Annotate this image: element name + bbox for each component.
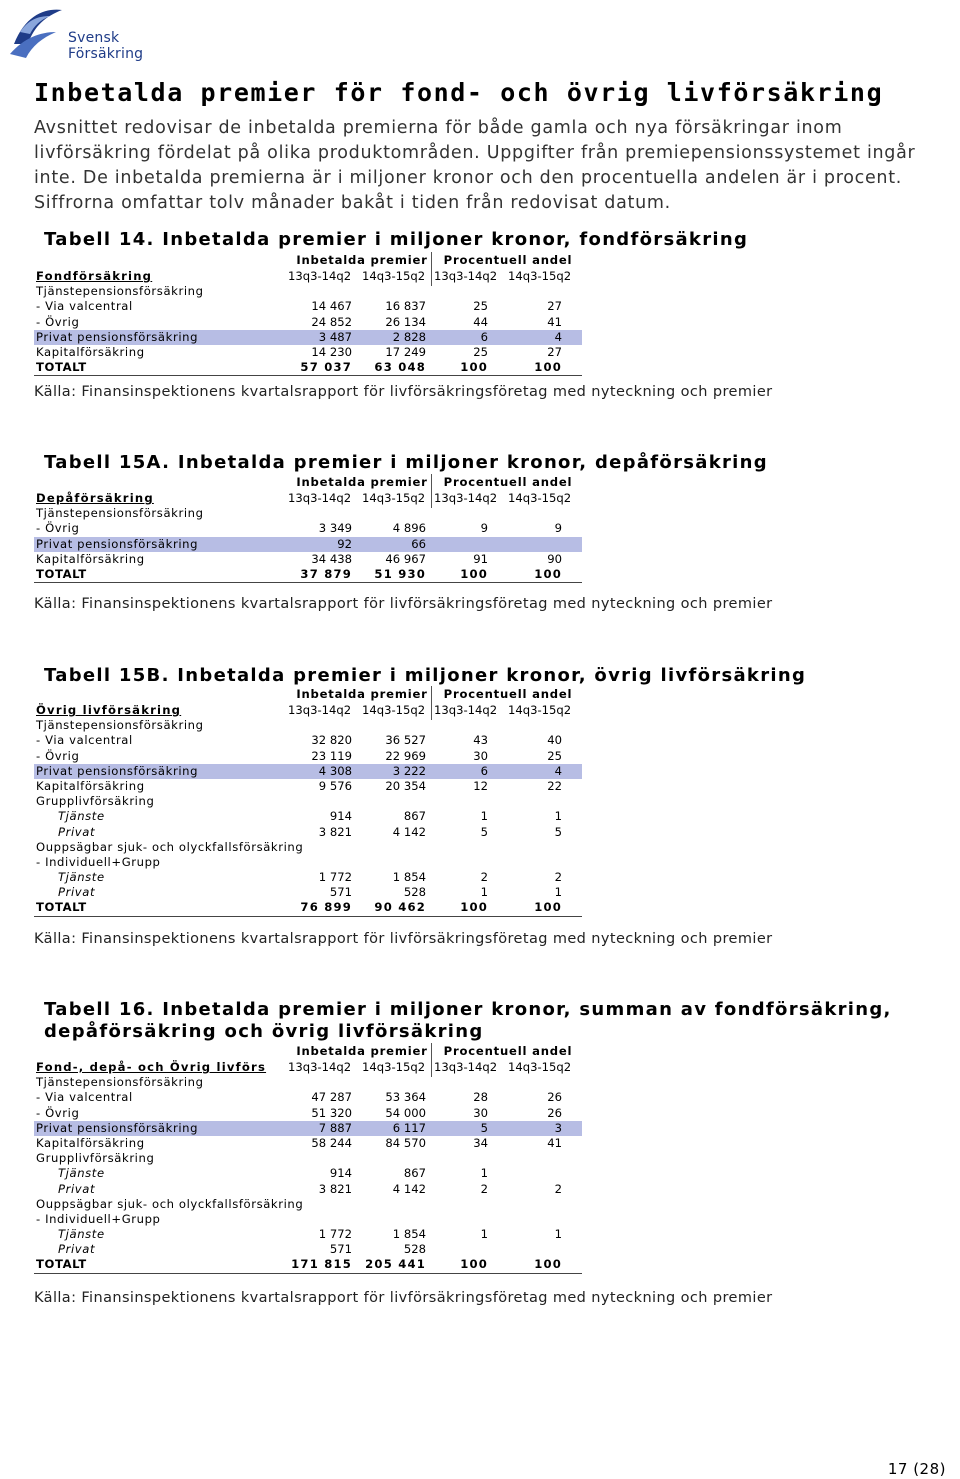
period-header: 13q3-14q2: [434, 269, 498, 283]
row-label: Tjänstepensionsförsäkring: [36, 506, 204, 521]
cell-value: 2 828: [392, 329, 426, 344]
table-row: [34, 840, 582, 855]
logo: [6, 4, 176, 64]
data-table: [34, 474, 582, 583]
cell-value: 5: [480, 824, 488, 839]
row-label: Privat: [58, 1242, 96, 1257]
cell-value: 40: [547, 733, 562, 748]
row-label: Tjänstepensionsförsäkring: [36, 284, 204, 299]
table-row: [34, 299, 582, 314]
table-category-label: Fondförsäkring: [36, 269, 153, 283]
period-header: 14q3-15q2: [362, 269, 426, 283]
source-note: Källa: Finansinspektionens kvartalsrapport för livförsäkringsföretag med nyteckning och premier: [34, 596, 773, 612]
row-label: - Individuell+Grupp: [36, 854, 161, 869]
cell-value: 5: [480, 1120, 488, 1135]
page-number: 17 (28): [887, 1460, 946, 1478]
row-label: - Övrig: [36, 314, 80, 329]
row-label: Privat pensionsförsäkring: [36, 1120, 199, 1135]
table-category-label: Fond-, depå- och Övrig livförs: [36, 1060, 267, 1074]
table-row: [34, 345, 582, 360]
total-row: [34, 900, 582, 916]
cell-value: 205 441: [365, 1257, 426, 1272]
page-title: Inbetalda premier för fond- och övrig livförsäkring: [34, 78, 884, 107]
row-label: Kapitalförsäkring: [36, 551, 145, 566]
table-title: Tabell 15B. Inbetalda premier i miljoner kronor, övrig livförsäkring: [44, 665, 807, 686]
data-table: [34, 1043, 582, 1274]
cell-value: 46 967: [385, 551, 426, 566]
cell-value: 100: [534, 900, 562, 915]
table-title: Tabell 14. Inbetalda premier i miljoner kronor, fondförsäkring: [44, 229, 749, 250]
data-table: [34, 686, 582, 917]
cell-value: 1: [480, 1227, 488, 1242]
row-label: Privat pensionsförsäkring: [36, 329, 199, 344]
cell-value: 41: [547, 314, 562, 329]
column-header-row: [34, 703, 582, 718]
cell-value: 51 320: [311, 1105, 352, 1120]
cell-value: 4 142: [392, 824, 426, 839]
cell-value: 28: [473, 1090, 488, 1105]
cell-value: 1 854: [392, 1227, 426, 1242]
cell-value: 26 134: [385, 314, 426, 329]
table-row: [34, 315, 582, 330]
cell-value: 2: [480, 870, 488, 885]
row-label: Tjänstepensionsförsäkring: [36, 718, 204, 733]
cell-value: 66: [411, 536, 426, 551]
period-header: 13q3-14q2: [434, 491, 498, 505]
cell-value: 57 037: [300, 360, 352, 375]
cell-value: 26: [547, 1090, 562, 1105]
period-header: 14q3-15q2: [508, 703, 572, 717]
cell-value: 23 119: [311, 748, 352, 763]
cell-value: 14 230: [311, 344, 352, 359]
cell-value: 9: [480, 521, 488, 536]
cell-value: 41: [547, 1135, 562, 1150]
cell-value: 92: [337, 536, 352, 551]
period-header: 13q3-14q2: [288, 491, 352, 505]
cell-value: 867: [403, 809, 426, 824]
cell-value: 90: [547, 551, 562, 566]
cell-value: 3 487: [318, 329, 352, 344]
cell-value: 7 887: [318, 1120, 352, 1135]
cell-value: 17 249: [385, 344, 426, 359]
table-row: [34, 521, 582, 536]
cell-value: 100: [460, 566, 488, 581]
table-row: [34, 825, 582, 840]
cell-value: 4 142: [392, 1181, 426, 1196]
data-table: [34, 252, 582, 376]
group-header-share: Procentuell andel: [443, 253, 573, 267]
source-note: Källa: Finansinspektionens kvartalsrapport för livförsäkringsföretag med nyteckning och premier: [34, 1290, 773, 1306]
table-row: [34, 1182, 582, 1197]
cell-value: 26: [547, 1105, 562, 1120]
group-header-premiums: Inbetalda premier: [296, 253, 428, 267]
cell-value: 528: [403, 1242, 426, 1257]
row-label: - Via valcentral: [36, 733, 133, 748]
cell-value: 58 244: [311, 1135, 352, 1150]
cell-value: 1 772: [318, 870, 352, 885]
total-row: [34, 1257, 582, 1273]
table-row: [34, 809, 582, 824]
cell-value: 54 000: [385, 1105, 426, 1120]
cell-value: 2: [554, 870, 562, 885]
cell-value: 1: [554, 809, 562, 824]
cell-value: 1 854: [392, 870, 426, 885]
cell-value: 3: [554, 1120, 562, 1135]
row-label: Grupplivförsäkring: [36, 1151, 155, 1166]
row-label: - Övrig: [36, 1105, 80, 1120]
group-header-premiums: Inbetalda premier: [296, 687, 428, 701]
table-row: [34, 1151, 582, 1166]
table-title-line2: depåförsäkring och övrig livförsäkring: [44, 1021, 484, 1042]
period-header: 13q3-14q2: [288, 703, 352, 717]
row-label: - Övrig: [36, 521, 80, 536]
cell-value: 37 879: [300, 566, 352, 581]
row-label: - Övrig: [36, 748, 80, 763]
cell-value: 914: [329, 1166, 352, 1181]
table-row: [34, 870, 582, 885]
table-row: [34, 552, 582, 567]
group-header-row: [34, 474, 582, 491]
cell-value: 30: [473, 1105, 488, 1120]
table-row: [34, 506, 582, 521]
group-header-row: [34, 252, 582, 269]
table-row: [34, 284, 582, 299]
cell-value: 91: [473, 551, 488, 566]
cell-value: 9: [554, 521, 562, 536]
period-header: 13q3-14q2: [288, 269, 352, 283]
cell-value: 1 772: [318, 1227, 352, 1242]
cell-value: 5: [554, 824, 562, 839]
cell-value: 4: [554, 329, 562, 344]
table-row: [34, 794, 582, 809]
cell-value: 4 896: [392, 521, 426, 536]
table-row: [34, 1197, 582, 1212]
cell-value: 1: [554, 1227, 562, 1242]
table-row: [34, 855, 582, 870]
cell-value: 34: [473, 1135, 488, 1150]
table-category-label: Depåförsäkring: [36, 491, 154, 505]
group-header-share: Procentuell andel: [443, 687, 573, 701]
cell-value: 51 930: [374, 566, 426, 581]
cell-value: 9 576: [318, 778, 352, 793]
cell-value: 22 969: [385, 748, 426, 763]
cell-value: 34 438: [311, 551, 352, 566]
cell-value: 571: [329, 1242, 352, 1257]
table-row: [34, 537, 582, 552]
table-row: [34, 1090, 582, 1105]
row-label: Privat pensionsförsäkring: [36, 536, 199, 551]
table-row: [34, 330, 582, 345]
cell-value: 100: [460, 360, 488, 375]
period-header: 14q3-15q2: [362, 1060, 426, 1074]
cell-value: 867: [403, 1166, 426, 1181]
intro-paragraph: Avsnittet redovisar de inbetalda premierna för både gamla och nya försäkringar inom livförsäkring fördelat på olika produktområden. Uppgifter från premiepensionssystemet ingår inte. De inbetalda premierna är i miljoner kronor och den procentuella andelen är i procent. Siffrorna omfattar tolv månader bakåt i tiden från redovisat datum.: [34, 118, 916, 213]
group-header-premiums: Inbetalda premier: [296, 475, 428, 489]
cell-value: 24 852: [311, 314, 352, 329]
cell-value: 36 527: [385, 733, 426, 748]
cell-value: 100: [534, 1257, 562, 1272]
cell-value: 90 462: [374, 900, 426, 915]
cell-value: 1: [480, 1166, 488, 1181]
table-row: [34, 1166, 582, 1181]
cell-value: 25: [473, 299, 488, 314]
table-row: [34, 885, 582, 900]
cell-value: 3 821: [318, 824, 352, 839]
row-label: TOTALT: [36, 360, 87, 375]
cell-value: 14 467: [311, 299, 352, 314]
row-label: Kapitalförsäkring: [36, 1135, 145, 1150]
table-row: [34, 718, 582, 733]
table-row: [34, 733, 582, 748]
row-label: Ouppsägbar sjuk- och olyckfallsförsäkring: [36, 1196, 304, 1211]
row-label: Ouppsägbar sjuk- och olyckfallsförsäkring: [36, 839, 304, 854]
cell-value: 914: [329, 809, 352, 824]
table-row: [34, 1136, 582, 1151]
cell-value: 1: [480, 885, 488, 900]
row-label: - Via valcentral: [36, 1090, 133, 1105]
cell-value: 43: [473, 733, 488, 748]
table-category-label: Övrig livförsäkring: [36, 703, 182, 717]
row-label: Privat pensionsförsäkring: [36, 763, 199, 778]
cell-value: 44: [473, 314, 488, 329]
cell-value: 171 815: [291, 1257, 352, 1272]
cell-value: 32 820: [311, 733, 352, 748]
row-label: Tjänstepensionsförsäkring: [36, 1075, 204, 1090]
column-header-row: [34, 491, 582, 506]
table-row: [34, 1121, 582, 1136]
cell-value: 6: [480, 763, 488, 778]
cell-value: 20 354: [385, 778, 426, 793]
logo-emblem-icon: [6, 4, 66, 62]
cell-value: 22: [547, 778, 562, 793]
row-label: Tjänste: [58, 809, 105, 824]
cell-value: 16 837: [385, 299, 426, 314]
row-label: TOTALT: [36, 900, 87, 915]
period-header: 14q3-15q2: [362, 491, 426, 505]
logo-text: Svensk Försäkring: [68, 30, 144, 62]
group-header-row: [34, 1043, 582, 1060]
period-header: 14q3-15q2: [362, 703, 426, 717]
column-header-row: [34, 1060, 582, 1075]
period-header: 14q3-15q2: [508, 1060, 572, 1074]
row-label: TOTALT: [36, 566, 87, 581]
total-row: [34, 567, 582, 583]
row-label: - Via valcentral: [36, 299, 133, 314]
cell-value: 25: [473, 344, 488, 359]
cell-value: 84 570: [385, 1135, 426, 1150]
cell-value: 3 821: [318, 1181, 352, 1196]
period-header: 13q3-14q2: [434, 1060, 498, 1074]
cell-value: 6 117: [392, 1120, 426, 1135]
table-title: Tabell 16. Inbetalda premier i miljoner kronor, summan av fondförsäkring,: [44, 999, 892, 1020]
row-label: Tjänste: [58, 870, 105, 885]
table-row: [34, 749, 582, 764]
source-note: Källa: Finansinspektionens kvartalsrapport för livförsäkringsföretag med nyteckning och premier: [34, 384, 773, 400]
period-header: 14q3-15q2: [508, 269, 572, 283]
table-row: [34, 764, 582, 779]
row-label: TOTALT: [36, 1257, 87, 1272]
cell-value: 25: [547, 748, 562, 763]
table-row: [34, 1227, 582, 1242]
row-label: Privat: [58, 885, 96, 900]
cell-value: 4: [554, 763, 562, 778]
table-title: Tabell 15A. Inbetalda premier i miljoner kronor, depåförsäkring: [44, 452, 768, 473]
table-row: [34, 1075, 582, 1090]
row-label: Tjänste: [58, 1227, 105, 1242]
period-header: 14q3-15q2: [508, 491, 572, 505]
row-label: Grupplivförsäkring: [36, 794, 155, 809]
cell-value: 100: [460, 1257, 488, 1272]
table-row: [34, 1242, 582, 1257]
cell-value: 63 048: [374, 360, 426, 375]
cell-value: 47 287: [311, 1090, 352, 1105]
row-label: Tjänste: [58, 1166, 105, 1181]
table-row: [34, 1212, 582, 1227]
group-header-share: Procentuell andel: [443, 475, 573, 489]
row-label: Privat: [58, 1181, 96, 1196]
source-note: Källa: Finansinspektionens kvartalsrapport för livförsäkringsföretag med nyteckning och premier: [34, 931, 773, 947]
cell-value: 4 308: [318, 763, 352, 778]
cell-value: 27: [547, 344, 562, 359]
cell-value: 100: [534, 360, 562, 375]
cell-value: 2: [480, 1181, 488, 1196]
cell-value: 27: [547, 299, 562, 314]
cell-value: 3 349: [318, 521, 352, 536]
table-row: [34, 1106, 582, 1121]
cell-value: 1: [554, 885, 562, 900]
cell-value: 100: [534, 566, 562, 581]
cell-value: 76 899: [300, 900, 352, 915]
row-label: Privat: [58, 824, 96, 839]
column-header-row: [34, 269, 582, 284]
group-header-share: Procentuell andel: [443, 1044, 573, 1058]
cell-value: 30: [473, 748, 488, 763]
cell-value: 528: [403, 885, 426, 900]
group-header-row: [34, 686, 582, 703]
cell-value: 3 222: [392, 763, 426, 778]
cell-value: 100: [460, 900, 488, 915]
table-row: [34, 779, 582, 794]
group-header-premiums: Inbetalda premier: [296, 1044, 428, 1058]
cell-value: 12: [473, 778, 488, 793]
cell-value: 53 364: [385, 1090, 426, 1105]
cell-value: 1: [480, 809, 488, 824]
total-row: [34, 360, 582, 376]
period-header: 13q3-14q2: [288, 1060, 352, 1074]
cell-value: 571: [329, 885, 352, 900]
row-label: - Individuell+Grupp: [36, 1211, 161, 1226]
row-label: Kapitalförsäkring: [36, 344, 145, 359]
row-label: Kapitalförsäkring: [36, 778, 145, 793]
cell-value: 6: [480, 329, 488, 344]
period-header: 13q3-14q2: [434, 703, 498, 717]
cell-value: 2: [554, 1181, 562, 1196]
